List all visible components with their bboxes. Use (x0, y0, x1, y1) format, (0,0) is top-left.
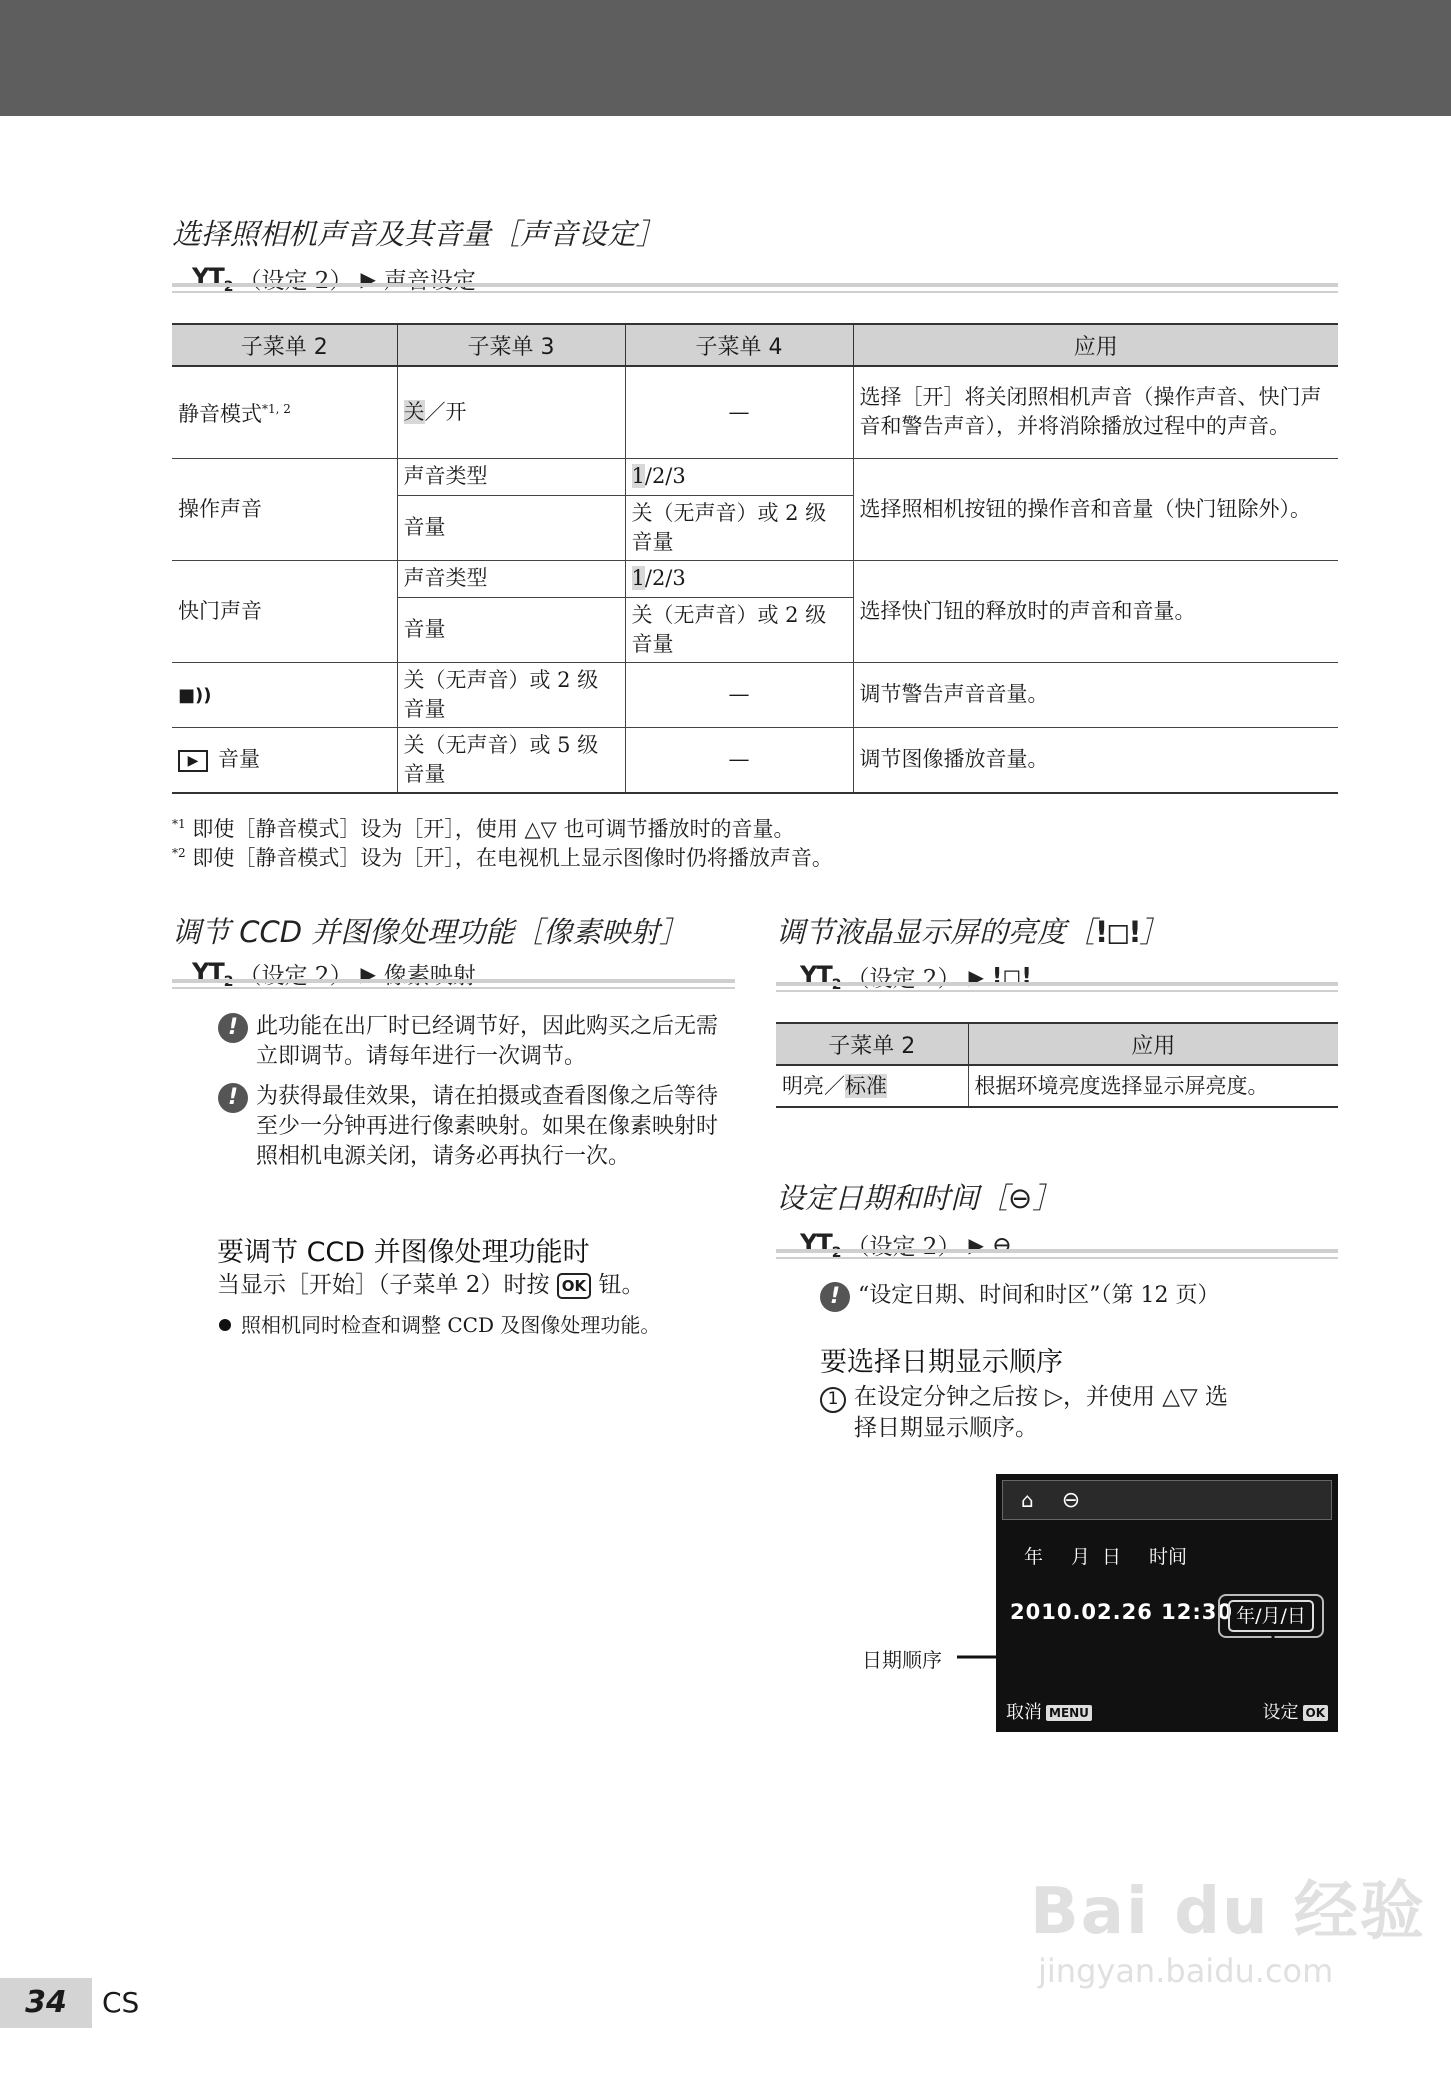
setup-menu-icon: $YT_2$ (192, 957, 233, 990)
table-row: 音量 关（无声音）或 2 级音量 (172, 597, 1338, 662)
col-header: 子菜单 4 (625, 324, 853, 366)
table-row: ■)) 关（无声音）或 2 级音量 — 调节警告声音音量。 (172, 662, 1338, 727)
lcd-brightness-icon: !◻! (1095, 915, 1140, 949)
page-number: 34 (0, 1978, 92, 2028)
step-number: 1 (820, 1387, 846, 1413)
table-row: 音量 关（无声音）或 2 级音量 (172, 495, 1338, 560)
top-banner (0, 0, 1451, 116)
playback-icon: ▶ (178, 750, 208, 772)
footnote-1: $^{*1}$ 即使［静音模式］设为［开］，使用 △▽ 也可调节播放时的音量。 (172, 817, 795, 841)
lcd-brightness-icon: !◻! (991, 963, 1032, 990)
pixel-bullet: 照相机同时检查和调整 CCD 及图像处理功能。 (217, 1311, 660, 1339)
setup-menu-icon: $YT_2$ (800, 960, 841, 993)
table-row: 操作声音 声音类型 1/2/3 选择照相机按钮的操作音和音量（快门钮除外）。 (172, 458, 1338, 495)
section-rule (776, 1249, 1338, 1259)
arrow-right-icon: ▶ (968, 1232, 984, 1257)
set-button[interactable]: 设定 OK (1263, 1698, 1329, 1724)
arrow-right-icon: ▶ (360, 961, 376, 986)
baidu-watermark: Bai du 经验 jingyan.baidu.com (1030, 1875, 1426, 1990)
caution-note: ! 此功能在出厂时已经调节好，因此购买之后无需立即调节。请每年进行一次调节。 (218, 1012, 718, 1072)
col-header: 应用 (968, 1023, 1338, 1065)
caution-icon: ! (218, 1083, 248, 1113)
clock-icon: ⊖ (1061, 1487, 1081, 1513)
section-rule (172, 979, 735, 989)
pixel-section-title: 调节 CCD 并图像处理功能［像素映射］ (172, 915, 689, 949)
lcd-section-title: 调节液晶显示屏的亮度［!◻!］ (776, 915, 1169, 949)
cancel-button[interactable]: 取消 MENU (1006, 1698, 1092, 1724)
caution-note: ! 为获得最佳效果，请在拍摄或查看图像之后等待至少一分钟再进行像素映射。如果在像素映射时照相机电源关闭，请务必再执行一次。 (218, 1082, 718, 1172)
screen-columns: 年 月 日 时间 (1024, 1546, 1188, 1568)
beep-volume-icon: ■)) (178, 684, 212, 706)
datetime-menu-path: $YT_2$ （设定 2） ▶ ⊖ (800, 1228, 1012, 1261)
col-header: 子菜单 3 (397, 324, 625, 366)
screen-footer (1006, 1698, 1328, 1724)
sound-section-title: 选择照相机声音及其音量［声音设定］ (172, 217, 666, 251)
callout-line (955, 1630, 1275, 1660)
col-header: 应用 (853, 324, 1338, 366)
footnote-2: $^{*2}$ 即使［静音模式］设为［开］，在电视机上显示图像时仍将播放声音。 (172, 846, 833, 870)
ok-button-icon: OK (557, 1273, 591, 1299)
setup-menu-icon: $YT_2$ (192, 262, 233, 295)
caution-icon: ! (820, 1282, 850, 1312)
datetime-step: 1 在设定分钟之后按 ▷，并使用 △▽ 选 择日期显示顺序。 (820, 1382, 1330, 1444)
table-row: 静音模式$^{*1, 2}$ 关／开 — 选择［开］将关闭照相机声音（操作声音、快门声音和警告声音），并将消除播放过程中的声音。 (172, 366, 1338, 458)
pixel-subheading: 要调节 CCD 并图像处理功能时 (217, 1237, 590, 1268)
camera-screen (996, 1474, 1338, 1732)
arrow-right-icon: ▶ (360, 266, 376, 291)
pixel-step: 当显示［开始］（子菜单 2）时按 OK 钮。 (217, 1272, 645, 1298)
arrow-right-icon: ▶ (968, 964, 984, 989)
section-rule (776, 982, 1338, 992)
clock-icon: ⊖ (991, 1230, 1012, 1259)
date-order-selector[interactable]: 年/月/日 (1218, 1594, 1324, 1638)
table-row: ▶ 音量 关（无声音）或 5 级音量 — 调节图像播放音量。 (172, 727, 1338, 793)
table-row: 快门声音 声音类型 1/2/3 选择快门钮的释放时的声音和音量。 (172, 560, 1338, 597)
setup-menu-icon: $YT_2$ (800, 1228, 841, 1261)
section-rule (172, 283, 1338, 293)
language-code: CS (102, 1986, 140, 2019)
datetime-section-title: 设定日期和时间［⊖］ (776, 1181, 1062, 1215)
lcd-menu-path: $YT_2$ （设定 2） ▶ !◻! (800, 960, 1032, 993)
date-order-callout: 日期顺序 (862, 1648, 942, 1672)
datetime-subheading: 要选择日期显示顺序 (820, 1347, 1063, 1378)
sound-menu-path: $YT_2$ （设定 2） ▶ 声音设定 (192, 262, 476, 295)
caution-icon: ! (218, 1013, 248, 1043)
home-icon: ⌂ (1021, 1488, 1034, 1512)
pixel-menu-path: $YT_2$ （设定 2） ▶ 像素映射 (192, 957, 476, 990)
reference-note: ! “设定日期、时间和时区”（第 12 页） (820, 1281, 1330, 1312)
clock-icon: ⊖ (1008, 1181, 1033, 1215)
table-row: 明亮／标准 根据环境亮度选择显示屏亮度。 (776, 1065, 1338, 1107)
screen-header (1002, 1480, 1332, 1520)
col-header: 子菜单 2 (776, 1023, 968, 1065)
sound-settings-table (172, 323, 1338, 794)
col-header: 子菜单 2 (172, 324, 397, 366)
screen-datetime-value: 2010.02.26 12:30 (1010, 1600, 1234, 1624)
lcd-table (776, 1022, 1338, 1108)
